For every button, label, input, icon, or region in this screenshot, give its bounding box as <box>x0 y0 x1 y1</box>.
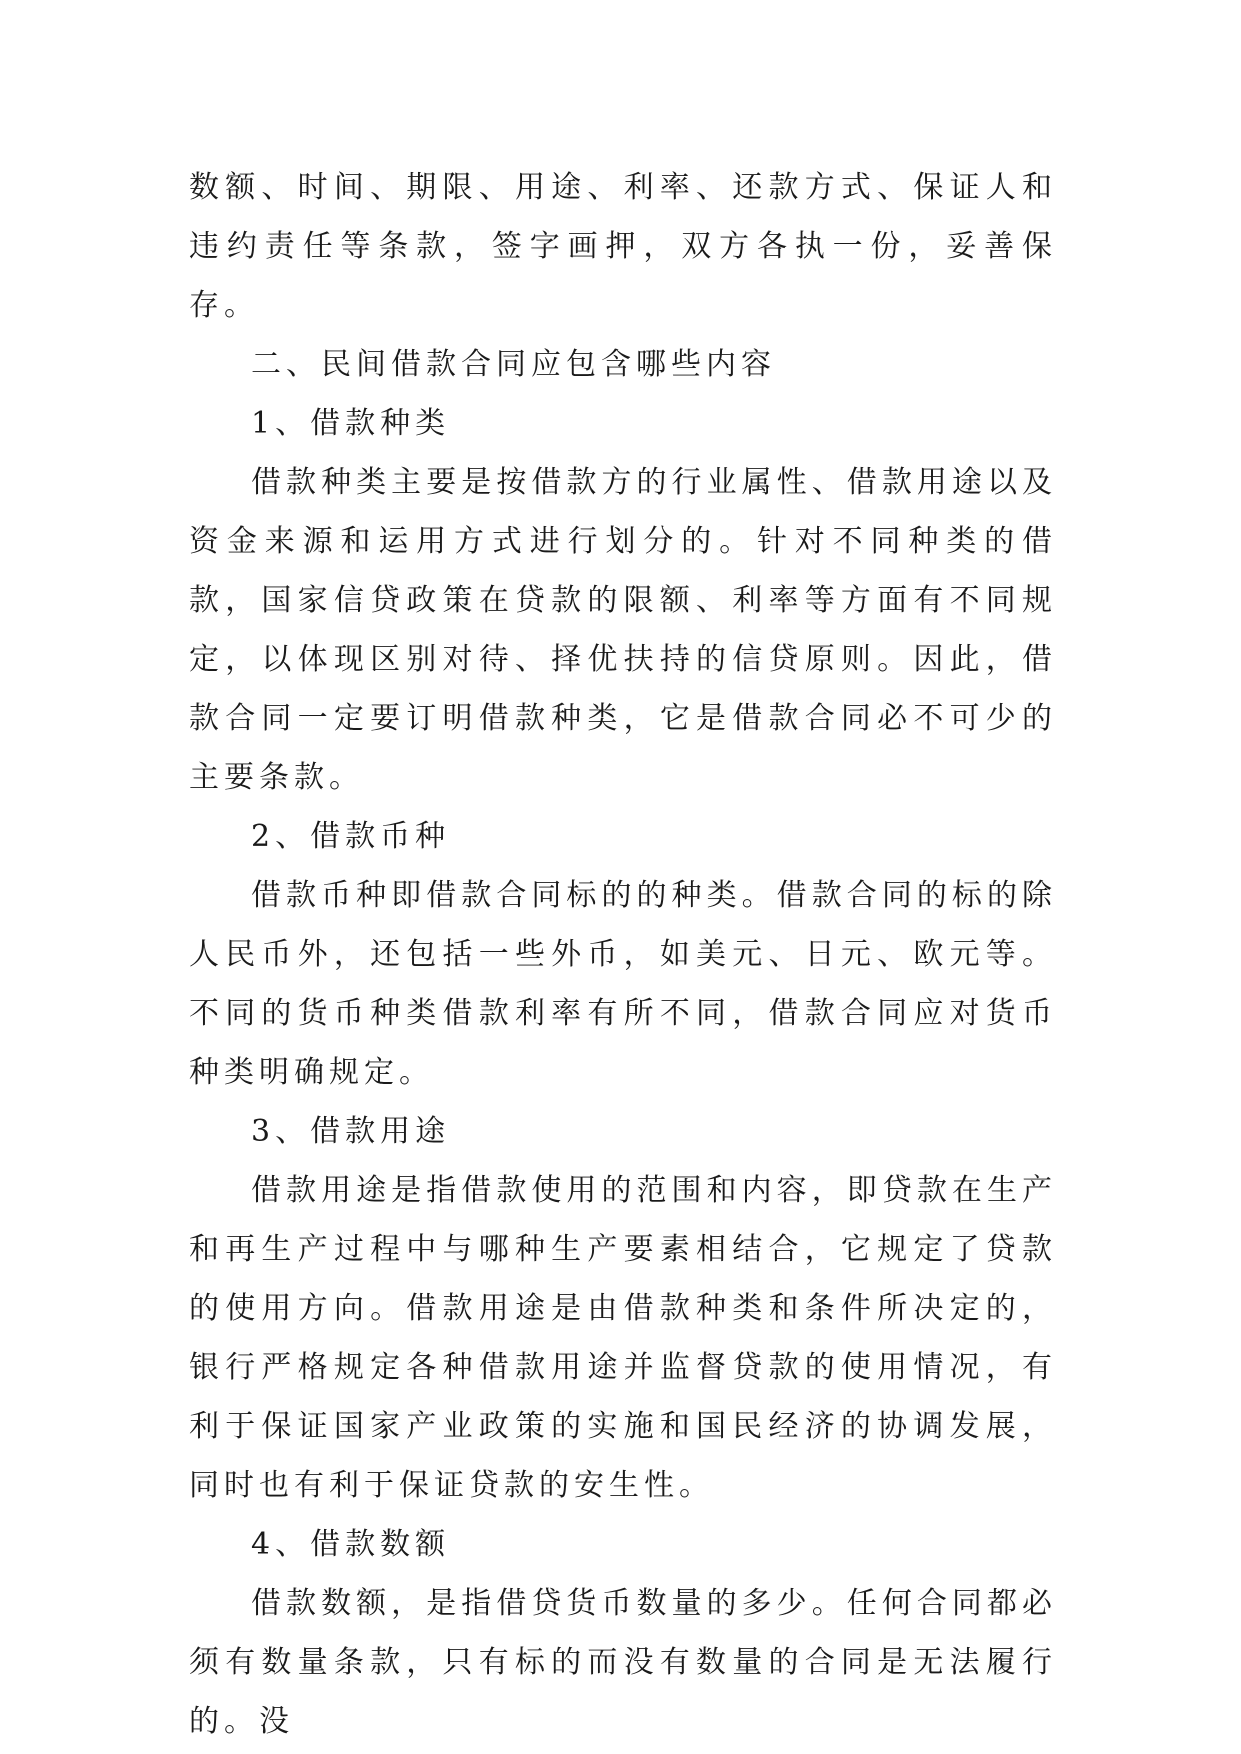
paragraph-continued-text: 数额、时间、期限、用途、利率、还款方式、保证人和违约责任等条款，签字画押，双方各执一份，妥善保存。 <box>189 170 1057 323</box>
document-body <box>189 158 1057 1751</box>
paragraph-loan-currency: 借款币种即借款合同标的的种类。借款合同的标的除人民币外，还包括一些外币，如美元、日元、欧元等。不同的货币种类借款利率有所不同，借款合同应对货币种类明确规定。 <box>189 878 1057 1090</box>
paragraph-loan-purpose: 借款用途是指借款使用的范围和内容，即贷款在生产和再生产过程中与哪种生产要素相结合，它规定了贷款的使用方向。借款用途是由借款种类和条件所决定的，银行严格规定各种借款用途并监督贷款的使用情况，有利于保证国家产业政策的实施和国民经济的协调发展，同时也有利于保证贷款的安生性。 <box>189 1173 1057 1503</box>
paragraph-loan-amount: 借款数额，是指借贷货币数量的多少。任何合同都必须有数量条款，只有标的而没有数量的合同是无法履行的。没 <box>189 1586 1057 1739</box>
subheading-loan-purpose: 3、借款用途 <box>251 1114 451 1149</box>
subheading-loan-currency: 2、借款币种 <box>251 819 451 854</box>
section-heading-contract-contents: 二、民间借款合同应包含哪些内容 <box>251 347 776 382</box>
subheading-loan-type: 1、借款种类 <box>251 406 451 441</box>
subheading-loan-amount: 4、借款数额 <box>251 1527 451 1562</box>
paragraph-loan-type: 借款种类主要是按借款方的行业属性、借款用途以及资金来源和运用方式进行划分的。针对不同种类的借款，国家信贷政策在贷款的限额、利率等方面有不同规定，以体现区别对待、择优扶持的信贷原则。因此，借款合同一定要订明借款种类，它是借款合同必不可少的主要条款。 <box>189 465 1057 795</box>
